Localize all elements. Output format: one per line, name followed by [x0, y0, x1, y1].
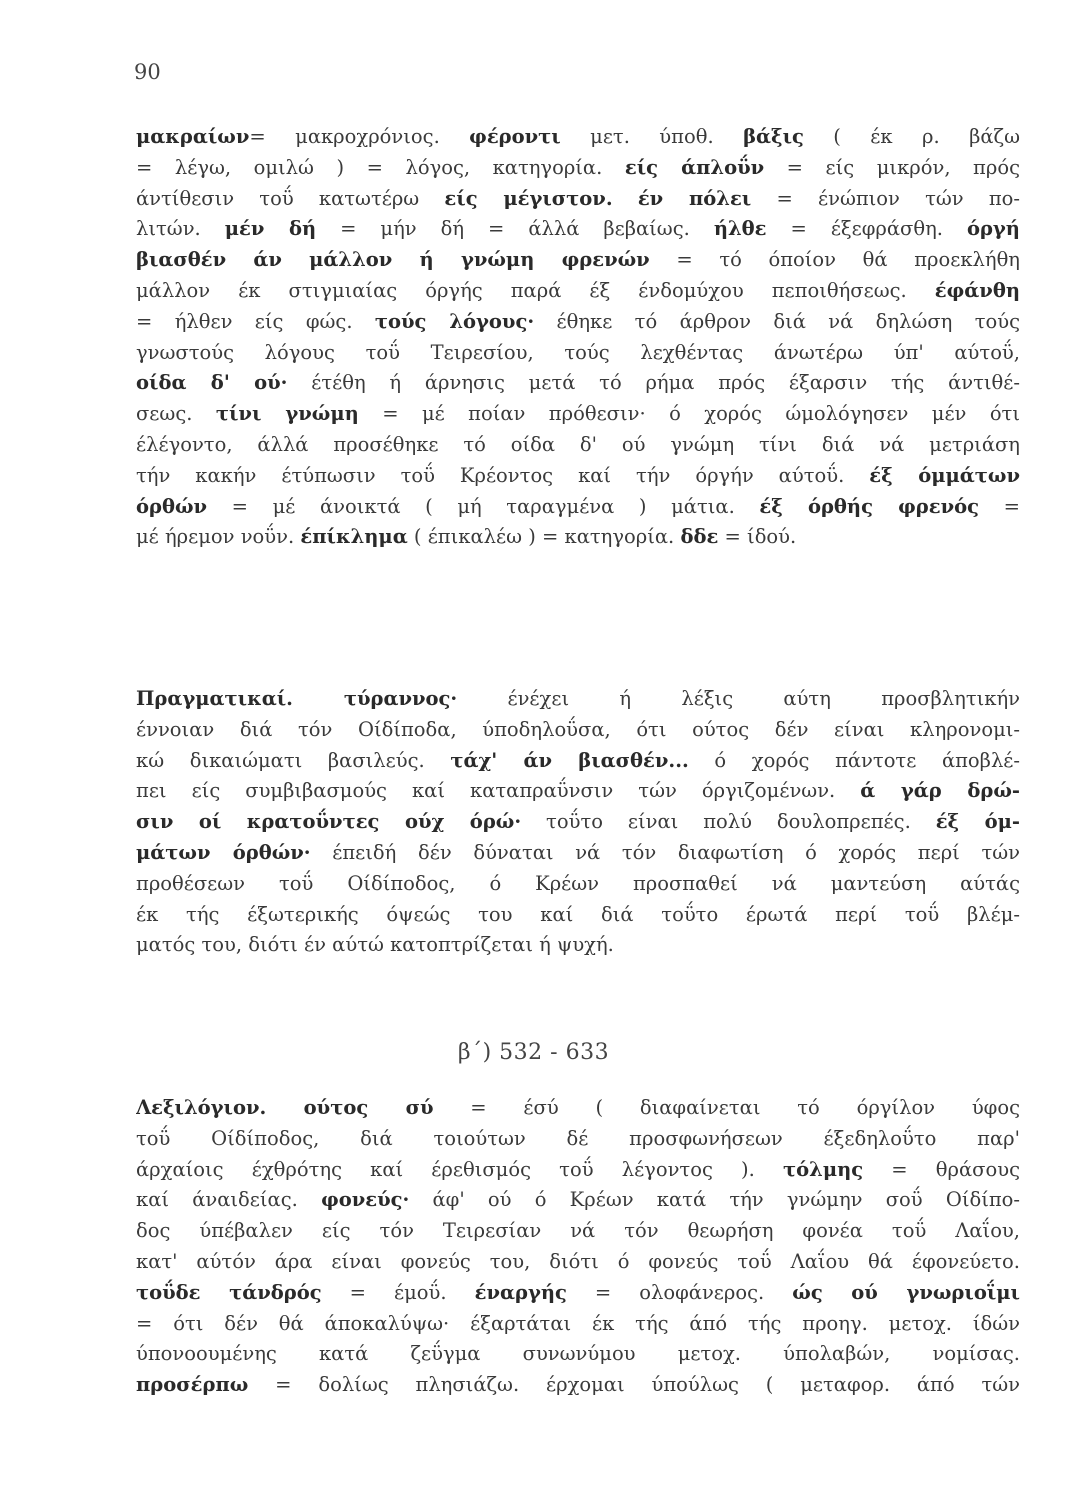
text-segment: έτέθη ή άρνησις μετά τό ρήμα πρός έξαρσιν τής άντιθέ- [287, 371, 1020, 395]
text-segment: ματός του, διότι έν αύτώ κατοπτρίζεται ή ψυχή. [136, 933, 614, 957]
text-segment: = μήν δή = άλλά βεβαίως. [316, 217, 714, 241]
bold-term: μάτων όρθών· [136, 840, 311, 864]
bold-term: έξ όμ- [935, 810, 1020, 834]
text-segment: έκ τής έξωτερικής όψεώς του καί διά τοΰτο έρωτά περί τοΰ βλέμ- [136, 902, 1020, 926]
text-segment [613, 187, 638, 210]
text-line [136, 776, 1020, 807]
bold-term: μακραίων [136, 125, 250, 148]
bold-term: βάξις [743, 125, 804, 148]
text-segment: προθέσεων τοΰ Οίδίποδος, ό Κρέων προσπαθεί νά μαντεύση αύτάς [136, 871, 1020, 895]
text-line [136, 807, 1020, 838]
text-segment: καί άναιδείας. [136, 1188, 322, 1212]
text-line [136, 869, 1020, 900]
bold-term: τάχ' άν βιασθέν... [450, 748, 689, 772]
text-segment: τοΰ Οίδίποδος, διά τοιούτων δέ προσφωνήσεων έξεδηλοΰτο παρ' [136, 1126, 1020, 1150]
text-segment: κατ' αύτόν άρα είναι φονεύς του, διότι ό φονεύς τοΰ Λαΐου θά έφονεύετο. [136, 1249, 1020, 1273]
bold-term: ώς ού γνωριοΐμι [792, 1280, 1020, 1304]
text-segment: = τό όποίον θά προεκλήθη [649, 248, 1020, 272]
text-line [136, 522, 1020, 553]
text-line [136, 1309, 1020, 1340]
text-segment: πει είς συμβιβασμούς καί καταπραΰνσιν τών όργιζομένων. [136, 779, 861, 803]
text-line [136, 1370, 1020, 1401]
text-line [136, 461, 1020, 492]
text-line [136, 930, 1020, 961]
text-segment: = μέ άνοικτά ( μή ταραγμένα ) μάτια. [207, 494, 760, 518]
text-segment: μέ ήρεμον νοΰν. [136, 525, 301, 549]
bold-term: είς μέγιστον. [444, 186, 613, 210]
text-segment: = δολίως πλησιάζω. έρχομαι ύπούλως ( μεταφορ. άπό τών [248, 1373, 1020, 1397]
paragraph-realia [136, 684, 1020, 961]
page-number: 90 [134, 60, 161, 84]
text-segment: ( έπικαλέω ) = κατηγορία. [407, 525, 681, 549]
text-segment: = έσύ ( διαφαίνεται τό όργίλον ύφος [433, 1096, 1020, 1119]
text-segment: έλέγοντο, άλλά προσέθηκε τό οίδα δ' ού γνώμη τίνι διά νά μετριάση [136, 432, 1020, 456]
text-segment: δος ύπέβαλεν είς τόν Τειρεσίαν νά τόν θεωρήση φονέα τοΰ Λαΐου, [136, 1219, 1020, 1243]
text-segment: μετ. ύποθ. [560, 125, 744, 148]
bold-term: οίδα δ' ού· [136, 371, 288, 395]
text-line [136, 153, 1020, 184]
bold-term: ούτος σύ [303, 1096, 434, 1119]
text-segment: άφ' ού ό Κρέων κατά τήν γνώμην σοΰ Οίδίπο- [409, 1188, 1020, 1212]
text-line [136, 338, 1020, 369]
bold-term: τούς λόγους· [374, 309, 535, 333]
text-segment: = [979, 494, 1020, 518]
text-segment: = μέ ποίαν πρόθεσιν· ό χορός ώμολόγησεν μέν ότι [358, 402, 1020, 426]
text-line [136, 1155, 1020, 1186]
text-segment: λιτών. [136, 217, 225, 241]
bold-term: βιασθέν άν μάλλον ή γνώμη φρενών [136, 248, 650, 272]
bold-term: φέροντι [469, 125, 561, 148]
bold-term: έπίκλημα [300, 525, 408, 549]
text-segment: άρχαίοις έχθρότης καί έρεθισμός τοΰ λέγοντος ). [136, 1157, 784, 1181]
text-line [136, 746, 1020, 777]
text-segment: = θράσους [863, 1157, 1020, 1181]
text-line [136, 900, 1020, 931]
bold-term: ά γάρ δρώ- [860, 779, 1020, 803]
text-line [136, 1093, 1020, 1124]
text-segment: = ήλθεν είς φώς. [136, 309, 375, 333]
paragraph-glossary-1 [136, 122, 1020, 553]
text-segment: ( έκ ρ. βάζω [803, 125, 1020, 148]
text-segment: σεως. [136, 402, 216, 426]
text-segment: = λέγω, ομιλώ ) = λόγος, κατηγορία. [136, 155, 625, 179]
text-line [136, 838, 1020, 869]
text-segment: ύπονοουμένης κατά ζεΰγμα συνωνύμου μετοχ. ύπολαβών, νομίσας. [136, 1342, 1020, 1366]
bold-term: τίνι γνώμη [215, 402, 359, 426]
text-segment: = είς μικρόν, πρός [764, 155, 1020, 179]
paragraph-glossary-2 [136, 1093, 1020, 1401]
text-segment: = ένώπιον τών πο- [751, 186, 1020, 210]
bold-term: προσέρπω [136, 1373, 249, 1397]
text-line [136, 1339, 1020, 1370]
bold-term: μέν δή [224, 217, 317, 241]
text-line [136, 430, 1020, 461]
text-segment: = έξεφράσθη. [766, 217, 967, 241]
bold-term: δδε [680, 525, 719, 549]
text-segment: γνωστούς λόγους τοΰ Τειρεσίου, τούς λεχθέντας άνωτέρω ύπ' αύτοΰ, [136, 340, 1020, 364]
bold-term: τόλμης [783, 1157, 864, 1181]
bold-term: έξ όρθής φρενός [759, 494, 980, 518]
text-line [136, 214, 1020, 245]
text-segment: ό χορός πάντοτε άποβλέ- [688, 748, 1020, 772]
text-segment: κώ δικαιώματι βασιλεύς. [136, 748, 451, 772]
text-line [136, 1278, 1020, 1309]
text-line [136, 368, 1020, 399]
text-segment: μάλλον έκ στιγμιαίας όργής παρά έξ ένδομύχου πεποιθήσεως. [136, 278, 935, 302]
text-line [136, 684, 1020, 715]
text-line [136, 492, 1020, 523]
text-line [136, 122, 1020, 153]
text-segment: = έμοΰ. [321, 1280, 475, 1304]
bold-term: όργή [966, 217, 1020, 241]
text-line [136, 245, 1020, 276]
bold-term: Πραγματικαί. [136, 687, 344, 710]
text-line [136, 307, 1020, 338]
text-segment: άντίθεσιν τοΰ κατωτέρω [136, 186, 445, 210]
text-line [136, 399, 1020, 430]
bold-term: σιν οί κρατοΰντες ούχ όρώ· [136, 810, 522, 834]
text-segment: έννοιαν διά τόν Οίδίποδα, ύποδηλοΰσα, ότι ούτος δέν είναι κληρονομι- [136, 717, 1020, 741]
bold-term: τοΰδε τάνδρός [136, 1280, 322, 1304]
text-segment: τήν κακήν έτύπωσιν τοΰ Κρέοντος καί τήν όργήν αύτοΰ. [136, 463, 870, 487]
text-line [136, 1216, 1020, 1247]
bold-term: όρθών [136, 494, 208, 518]
bold-term: έφάνθη [934, 278, 1020, 302]
text-segment: έπειδή δέν δύναται νά τόν διαφωτίση ό χορός περί τών [310, 840, 1020, 864]
bold-term: έξ όμμάτων [869, 463, 1020, 487]
text-segment: = ίδού. [718, 525, 797, 549]
bold-term: έν πόλει [637, 186, 752, 210]
text-segment: ένέχει ή λέξις αύτη προσβλητικήν [457, 687, 1020, 710]
bold-term: τύραννος· [343, 687, 458, 710]
bold-term: έναργής [474, 1280, 567, 1304]
text-segment: = μακροχρόνιος. [249, 125, 470, 148]
text-line [136, 1124, 1020, 1155]
bold-term: είς άπλοΰν [624, 155, 765, 179]
text-line [136, 1185, 1020, 1216]
section-heading: β΄) 532 - 633 [457, 1040, 610, 1065]
bold-term: φονεύς· [321, 1188, 410, 1212]
text-line [136, 184, 1020, 215]
bold-term: Λεξιλόγιον. [136, 1096, 304, 1119]
bold-term: ήλθε [713, 217, 767, 241]
text-line [136, 1247, 1020, 1278]
text-segment: = ολοφάνερος. [566, 1280, 793, 1304]
text-line [136, 276, 1020, 307]
text-segment: = ότι δέν θά άποκαλύψω· έξαρτάται έκ τής άπό τής προηγ. μετοχ. ίδών [136, 1311, 1020, 1335]
text-segment: τοΰτο είναι πολύ δουλοπρεπές. [521, 810, 936, 834]
text-segment: έθηκε τό άρθρον διά νά δηλώση τούς [534, 309, 1020, 333]
text-line [136, 715, 1020, 746]
